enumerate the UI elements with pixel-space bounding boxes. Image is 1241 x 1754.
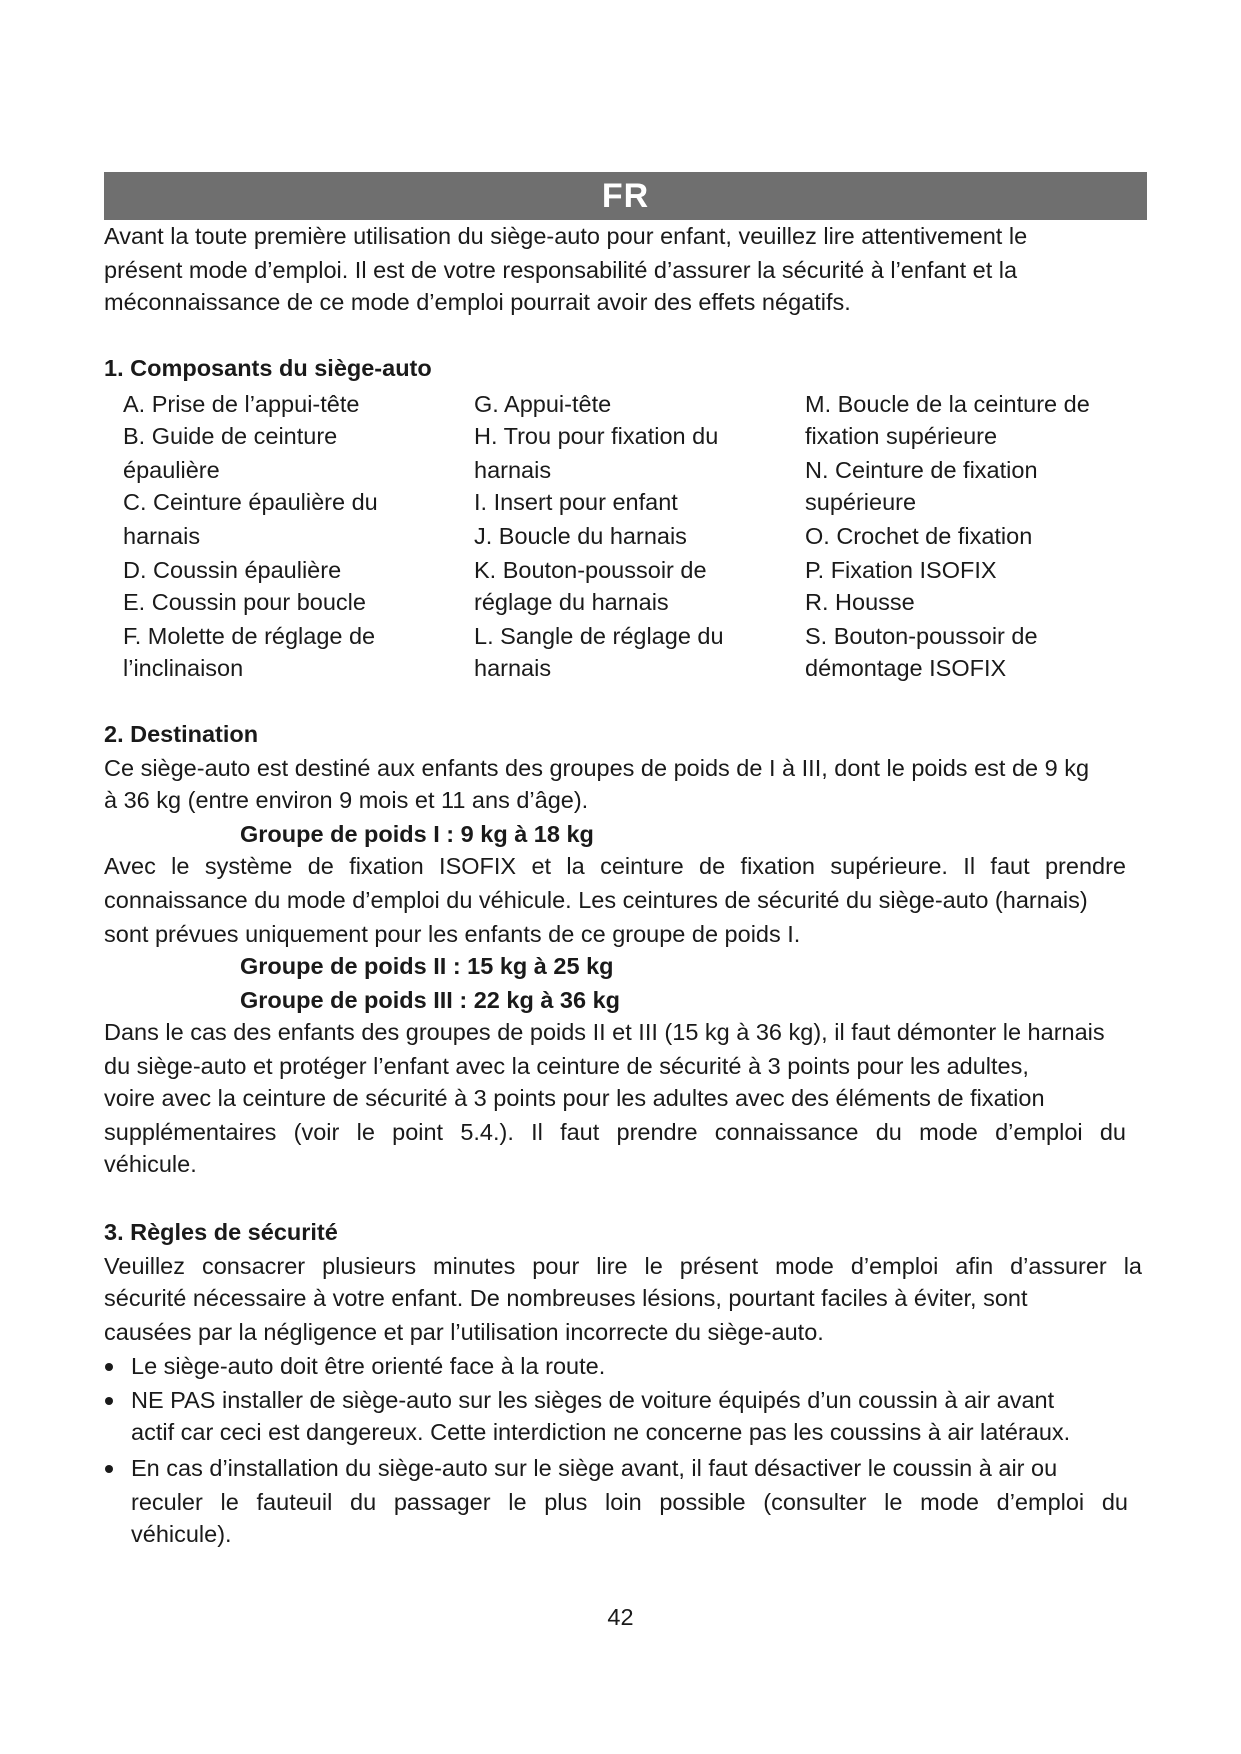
bullet-item: NE PAS installer de siège-auto sur les sièges de voiture équipés d’un coussin à air avant: [131, 1384, 1054, 1416]
component-item: l’inclinaison: [123, 655, 244, 681]
component-item: épaulière: [123, 457, 220, 483]
paragraph-line: Dans le cas des enfants des groupes de poids II et III (15 kg à 36 kg), il faut démonter le harnais: [104, 1019, 1105, 1045]
component-item: P. Fixation ISOFIX: [805, 557, 997, 583]
paragraph-line: sont prévues uniquement pour les enfants de ce groupe de poids I.: [104, 921, 801, 947]
component-item: démontage ISOFIX: [805, 655, 1007, 681]
component-item: L. Sangle de réglage du: [474, 623, 724, 649]
component-item: J. Boucle du harnais: [474, 523, 687, 549]
page-number: 42: [607, 1604, 634, 1630]
section-1-title: 1. Composants du siège-auto: [104, 355, 432, 381]
paragraph-line: véhicule.: [104, 1151, 197, 1177]
weight-group-heading: Groupe de poids I : 9 kg à 18 kg: [240, 821, 594, 847]
section-2-title: 2. Destination: [104, 721, 259, 747]
paragraph-line: causées par la négligence et par l’utilisation incorrecte du siège-auto.: [104, 1319, 824, 1345]
component-item: C. Ceinture épaulière du: [123, 489, 378, 515]
component-item: F. Molette de réglage de: [123, 623, 376, 649]
component-item: A. Prise de l’appui-tête: [123, 391, 360, 417]
paragraph-line: voire avec la ceinture de sécurité à 3 points pour les adultes avec des éléments de fixation: [104, 1085, 1045, 1111]
component-item: harnais: [474, 655, 552, 681]
component-item: H. Trou pour fixation du: [474, 423, 719, 449]
section-3-title: 3. Règles de sécurité: [104, 1219, 338, 1245]
bullet-continuation: actif car ceci est dangereux. Cette interdiction ne concerne pas les coussins à air latéraux.: [131, 1419, 1071, 1445]
bullet-item: Le siège-auto doit être orienté face à la route.: [131, 1350, 605, 1382]
component-item: D. Coussin épaulière: [123, 557, 342, 583]
paragraph-line: supplémentaires (voir le point 5.4.). Il faut prendre connaissance du mode d’emploi du: [104, 1119, 1126, 1145]
paragraph-line: connaissance du mode d’emploi du véhicule. Les ceintures de sécurité du siège-auto (harnais): [104, 887, 1088, 913]
paragraph-line: Avec le système de fixation ISOFIX et la ceinture de fixation supérieure. Il faut prendre: [104, 853, 1126, 879]
intro-line: présent mode d’emploi. Il est de votre responsabilité d’assurer la sécurité à l’enfant et la: [104, 257, 1018, 283]
component-item: supérieure: [805, 489, 917, 515]
component-item: O. Crochet de fixation: [805, 523, 1033, 549]
bullet-item: En cas d’installation du siège-auto sur le siège avant, il faut désactiver le coussin à air ou: [131, 1452, 1057, 1484]
weight-group-heading: Groupe de poids III : 22 kg à 36 kg: [240, 987, 621, 1013]
component-item: I. Insert pour enfant: [474, 489, 678, 515]
bullet-continuation: reculer le fauteuil du passager le plus loin possible (consulter le mode d’emploi du: [131, 1489, 1128, 1515]
component-item: R. Housse: [805, 589, 915, 615]
component-item: B. Guide de ceinture: [123, 423, 338, 449]
intro-line: méconnaissance de ce mode d’emploi pourrait avoir des effets négatifs.: [104, 289, 851, 315]
component-item: G. Appui-tête: [474, 391, 612, 417]
weight-group-heading: Groupe de poids II : 15 kg à 25 kg: [240, 953, 614, 979]
component-item: réglage du harnais: [474, 589, 669, 615]
paragraph-line: Veuillez consacrer plusieurs minutes pour lire le présent mode d’emploi afin d’assurer la: [104, 1253, 1142, 1279]
paragraph-line: à 36 kg (entre environ 9 mois et 11 ans d’âge).: [104, 787, 589, 813]
bullet-continuation: véhicule).: [131, 1521, 232, 1547]
paragraph-line: Ce siège-auto est destiné aux enfants des groupes de poids de I à III, dont le poids est de 9 kg: [104, 755, 1090, 781]
component-item: E. Coussin pour boucle: [123, 589, 366, 615]
component-item: K. Bouton-poussoir de: [474, 557, 707, 583]
paragraph-line: du siège-auto et protéger l’enfant avec la ceinture de sécurité à 3 points pour les adultes,: [104, 1053, 1029, 1079]
component-item: fixation supérieure: [805, 423, 998, 449]
intro-line: Avant la toute première utilisation du siège-auto pour enfant, veuillez lire attentivement le: [104, 223, 1028, 249]
language-header-bar: FR: [104, 172, 1147, 220]
paragraph-line: sécurité nécessaire à votre enfant. De nombreuses lésions, pourtant faciles à éviter, sont: [104, 1285, 1028, 1311]
component-item: S. Bouton-poussoir de: [805, 623, 1038, 649]
component-item: harnais: [474, 457, 552, 483]
component-item: harnais: [123, 523, 201, 549]
component-item: N. Ceinture de fixation: [805, 457, 1038, 483]
component-item: M. Boucle de la ceinture de: [805, 391, 1090, 417]
